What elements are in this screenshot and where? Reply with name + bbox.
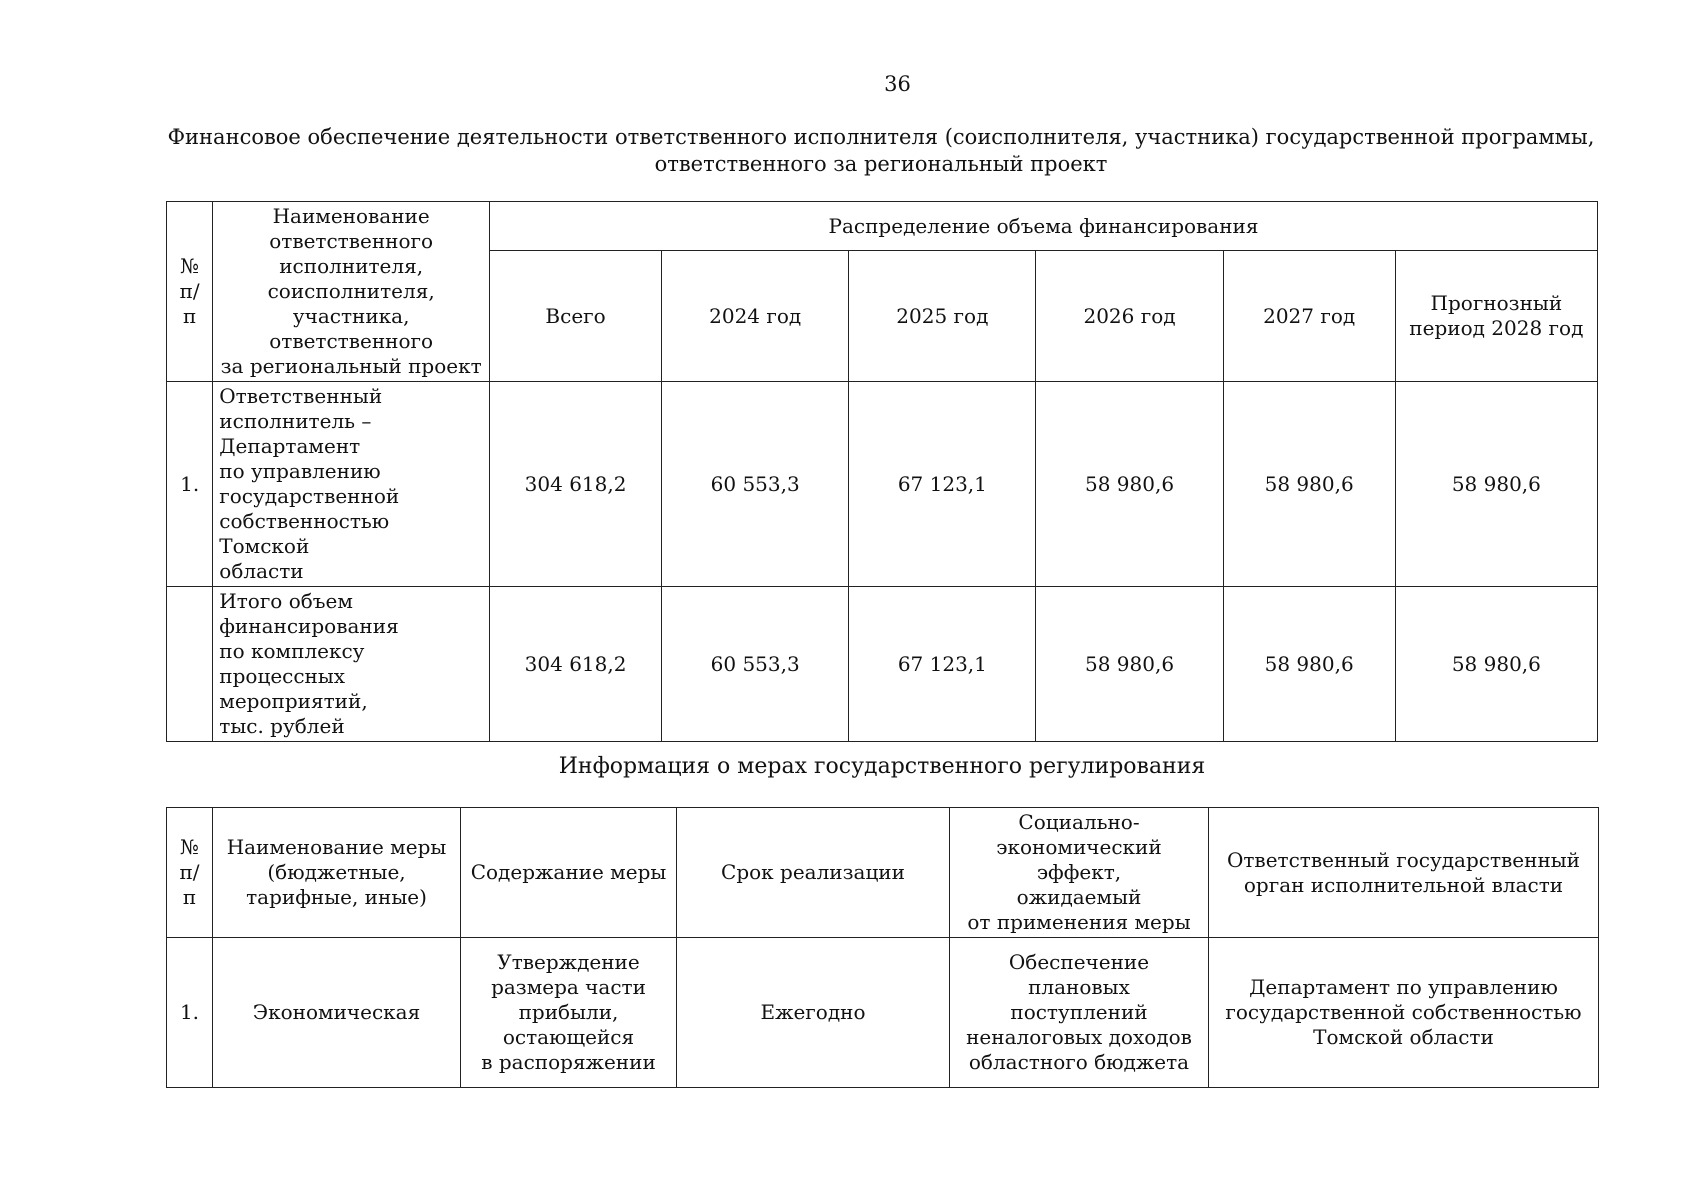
cell-forecast: 58 980,6 xyxy=(1395,382,1597,587)
cell-effect: Обеспечение плановых поступлений неналоговых доходов областного бюджета xyxy=(950,938,1209,1088)
regulation-table xyxy=(166,807,1599,1088)
header-2026: 2026 год xyxy=(1036,251,1223,382)
cell-forecast: 58 980,6 xyxy=(1395,587,1597,742)
row-number xyxy=(167,587,213,742)
header-term: Срок реализации xyxy=(677,808,950,938)
header-2025: 2025 год xyxy=(849,251,1036,382)
page-number: 36 xyxy=(884,72,911,96)
finance-title-line-1: Финансовое обеспечение деятельности ответственного исполнителя (соисполнителя, участника) государственной программы, xyxy=(167,125,1595,149)
row-number: 1. xyxy=(167,938,213,1088)
cell-total: 304 618,2 xyxy=(490,382,662,587)
header-authority: Ответственный государственный орган исполнительной власти xyxy=(1209,808,1599,938)
header-distribution: Распределение объема финансирования xyxy=(490,202,1598,251)
header-forecast: Прогнозный период 2028 год xyxy=(1395,251,1597,382)
table-row xyxy=(167,938,1599,1088)
cell-2027: 58 980,6 xyxy=(1223,587,1395,742)
cell-measure-name: Экономическая xyxy=(213,938,461,1088)
cell-2025: 67 123,1 xyxy=(849,587,1036,742)
header-number: № п/п xyxy=(167,202,213,382)
header-number: № п/п xyxy=(167,808,213,938)
cell-2025: 67 123,1 xyxy=(849,382,1036,587)
header-total: Всего xyxy=(490,251,662,382)
cell-2024: 60 553,3 xyxy=(662,587,849,742)
cell-content: Утверждение размера части прибыли, остающейся в распоряжении xyxy=(461,938,677,1088)
table-row xyxy=(167,382,1598,587)
header-2027: 2027 год xyxy=(1223,251,1395,382)
cell-2026: 58 980,6 xyxy=(1036,382,1223,587)
header-executor-name: Наименование ответственного исполнителя, соисполнителя, участника, ответственного за региональный проект xyxy=(213,202,490,382)
header-effect: Социально- экономический эффект, ожидаемый от применения меры xyxy=(950,808,1209,938)
row-executor-name: Ответственный исполнитель – Департамент по управлению государственной собственностью Томской области xyxy=(213,382,490,587)
cell-authority: Департамент по управлению государственной собственностью Томской области xyxy=(1209,938,1599,1088)
finance-table xyxy=(166,201,1598,742)
cell-2026: 58 980,6 xyxy=(1036,587,1223,742)
regulation-section-title: Информация о мерах государственного регулирования xyxy=(558,754,1206,779)
header-2024: 2024 год xyxy=(662,251,849,382)
table-row xyxy=(167,587,1598,742)
cell-2024: 60 553,3 xyxy=(662,382,849,587)
row-total-name: Итого объем финансирования по комплексу процессных мероприятий, тыс. рублей xyxy=(213,587,490,742)
header-measure-name: Наименование меры (бюджетные, тарифные, иные) xyxy=(213,808,461,938)
finance-title-line-2: ответственного за региональный проект xyxy=(654,152,1108,176)
header-content: Содержание меры xyxy=(461,808,677,938)
finance-section-title xyxy=(166,124,1596,178)
cell-2027: 58 980,6 xyxy=(1223,382,1395,587)
cell-total: 304 618,2 xyxy=(490,587,662,742)
row-number: 1. xyxy=(167,382,213,587)
cell-term: Ежегодно xyxy=(677,938,950,1088)
